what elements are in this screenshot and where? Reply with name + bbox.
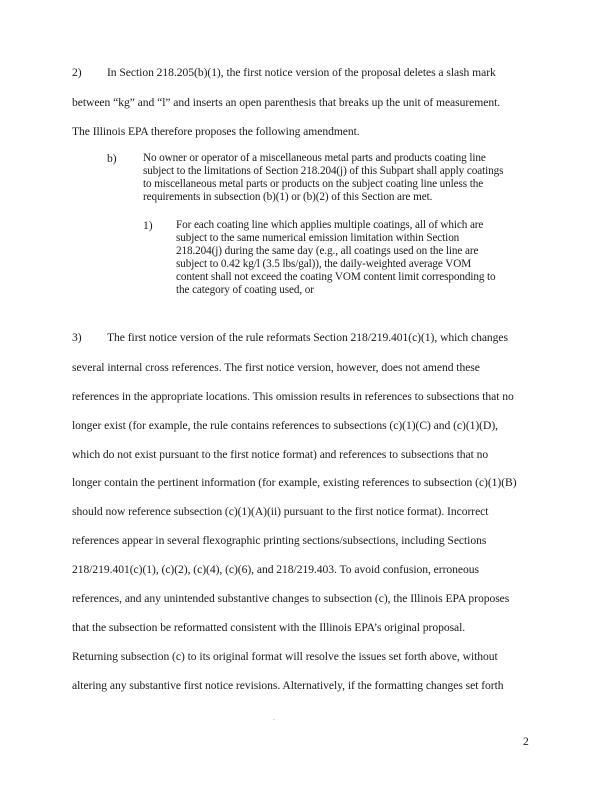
- quote-b1-line-3: 218.204(j) during the same day (e.g., all coatings used on the line are: [176, 245, 479, 257]
- item-3-line-11: that the subsection be reformatted consistent with the Illinois EPA’s original proposal.: [72, 621, 466, 634]
- quote-b-line-4: requirements in subsection (b)(1) or (b)(2) of this Section are met.: [143, 191, 433, 203]
- quote-b1-line-4: subject to 0.42 kg/l (3.5 lbs/gal)), the daily-weighted average VOM: [176, 258, 472, 270]
- quote-b-line-1: No owner or operator of a miscellaneous metal parts and products coating line: [143, 152, 486, 164]
- quote-b1-line-2: subject to the same numerical emission limitation within Section: [176, 232, 460, 244]
- item-3-line-4: longer exist (for example, the rule contains references to subsections (c)(1)(C) and (c)(1)(D),: [72, 419, 498, 432]
- quote-b1-line-1: For each coating line which applies multiple coatings, all of which are: [176, 219, 484, 231]
- item-2-number: 2): [72, 66, 82, 79]
- item-3-line-6: longer contain the pertinent information (for example, existing references to subsection (c)(1)(B): [72, 476, 517, 489]
- scan-mark: .: [273, 714, 275, 722]
- item-2-line-1: In Section 218.205(b)(1), the first notice version of the proposal deletes a slash mark: [107, 66, 496, 79]
- item-3-line-12: Returning subsection (c) to its original format will resolve the issues set forth above, without: [72, 650, 498, 663]
- quote-b-line-2: subject to the limitations of Section 218.204(j) of this Subpart shall apply coatings: [143, 165, 504, 177]
- item-3-line-3: references in the appropriate locations. This omission results in references to subsections that no: [72, 390, 514, 403]
- page-number: 2: [523, 735, 529, 748]
- item-3-line-13: altering any substantive first notice revisions. Alternatively, if the formatting changes set forth: [72, 679, 504, 692]
- quote-b1-label: 1): [143, 219, 153, 232]
- item-3-line-7: should now reference subsection (c)(1)(A)(ii) pursuant to the first notice format). Incorrect: [72, 505, 489, 518]
- item-3-number: 3): [72, 331, 82, 344]
- item-3-line-10: references, and any unintended substantive changes to subsection (c), the Illinois EPA proposes: [72, 592, 510, 605]
- item-3-line-5: which do not exist pursuant to the first notice format) and references to subsections that no: [72, 448, 489, 461]
- quote-b-line-3: to miscellaneous metal parts or products on the subject coating line unless the: [143, 178, 484, 190]
- item-3-line-1: The first notice version of the rule reformats Section 218/219.401(c)(1), which changes: [107, 331, 508, 344]
- item-2-line-2: between “kg” and “l” and inserts an open parenthesis that breaks up the unit of measurement.: [72, 96, 501, 109]
- quote-b1-line-6: the category of coating used, or: [176, 284, 314, 296]
- quote-b1-line-5: content shall not exceed the coating VOM content limit corresponding to: [176, 271, 496, 283]
- item-3-line-8: references appear in several flexographic printing sections/subsections, including Sections: [72, 534, 487, 547]
- quote-b-label: b): [107, 152, 117, 165]
- item-3-line-9: 218/219.401(c)(1), (c)(2), (c)(4), (c)(6), and 218/219.403. To avoid confusion, erroneous: [72, 563, 479, 576]
- item-2-line-3: The Illinois EPA therefore proposes the following amendment.: [72, 125, 360, 138]
- item-3-line-2: several internal cross references. The first notice version, however, does not amend these: [72, 361, 480, 374]
